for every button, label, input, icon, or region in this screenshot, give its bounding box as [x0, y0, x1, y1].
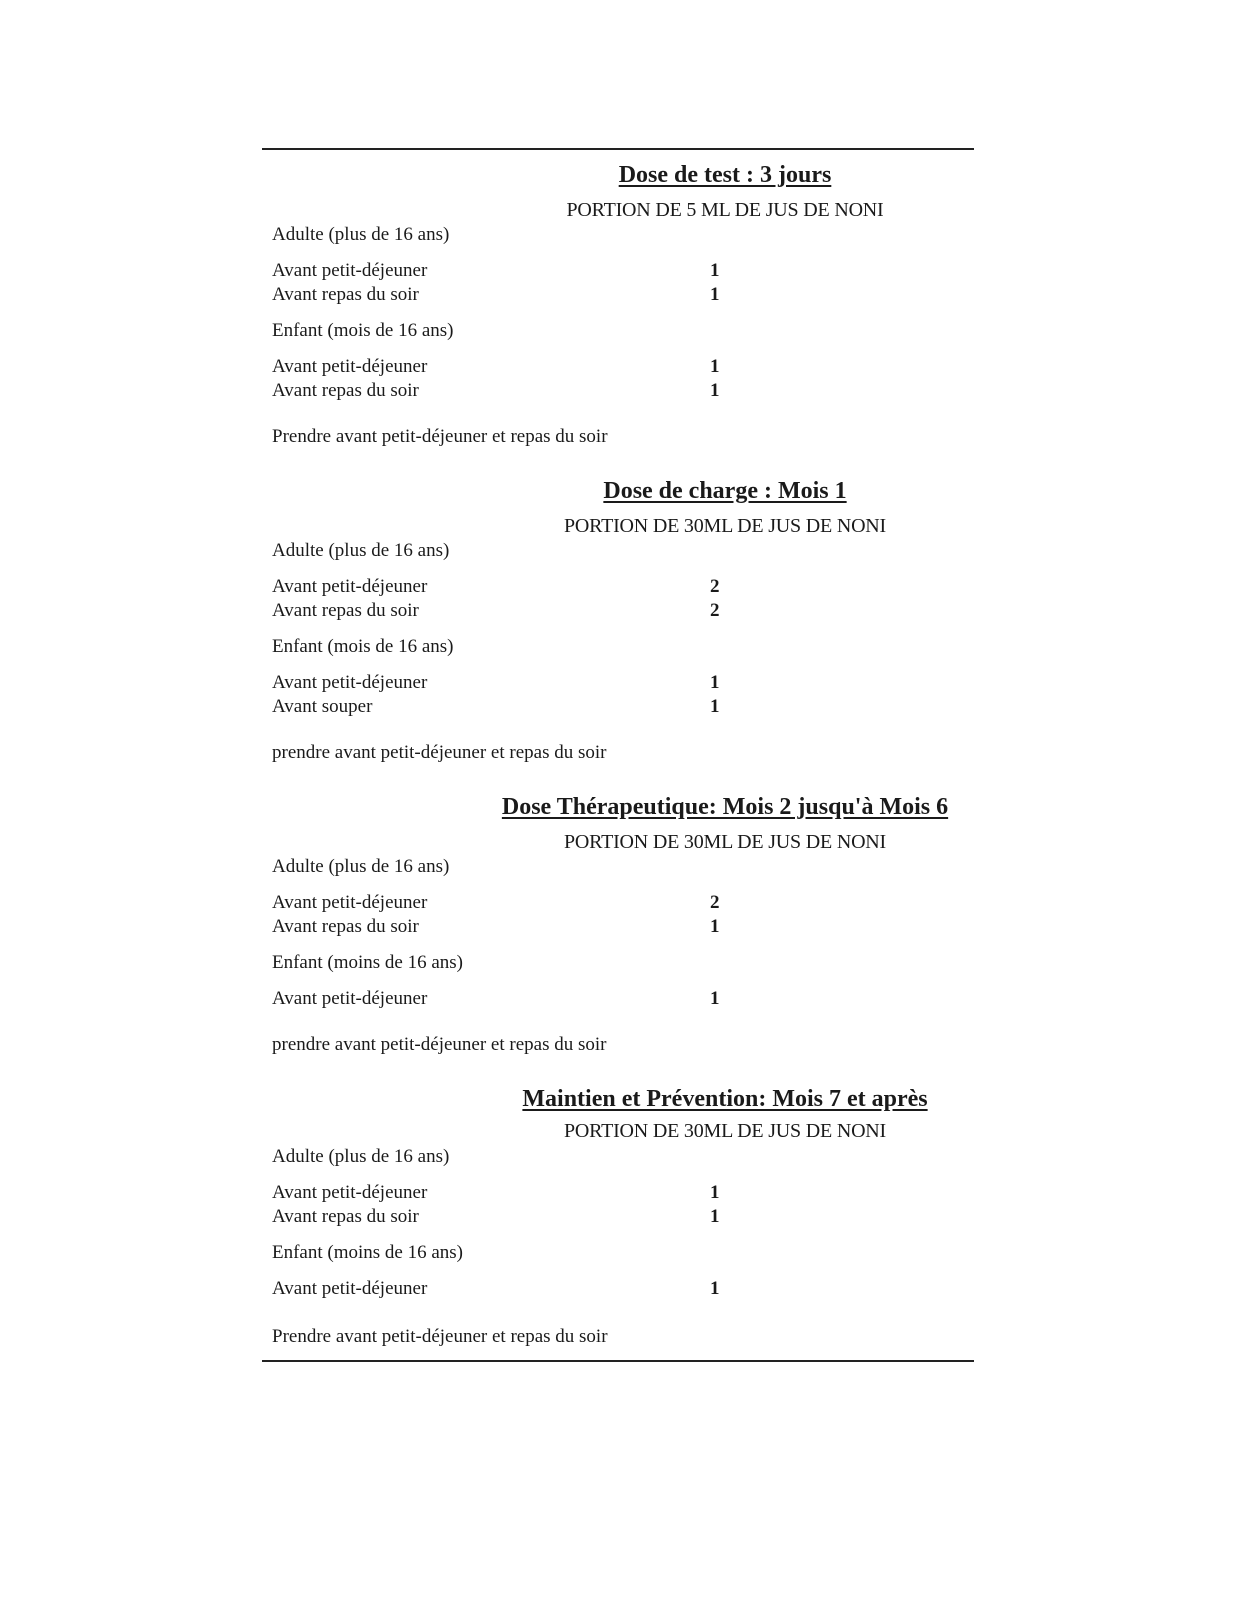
child-header: Enfant (moins de 16 ans) — [272, 1242, 464, 1263]
top-rule — [262, 148, 974, 150]
row-value: 1 — [710, 1206, 720, 1227]
child-header: Enfant (moins de 16 ans) — [272, 952, 464, 973]
row-value: 1 — [710, 672, 720, 693]
section-title: Dose de charge : Mois 1 — [603, 478, 847, 504]
section-note: prendre avant petit-déjeuner et repas du soir — [272, 742, 607, 763]
row-value: 1 — [710, 916, 720, 937]
adult-header: Adulte (plus de 16 ans) — [272, 856, 450, 877]
row-value: 1 — [710, 1278, 720, 1299]
row-value: 1 — [710, 988, 720, 1009]
section-title: Dose Thérapeutique: Mois 2 jusqu'à Mois 6 — [501, 794, 949, 820]
row-value: 2 — [710, 892, 720, 913]
row-label: Avant petit-déjeuner — [272, 892, 428, 913]
row-label: Avant petit-déjeuner — [272, 260, 428, 281]
section-note: Prendre avant petit-déjeuner et repas du soir — [272, 1326, 608, 1347]
row-label: Avant repas du soir — [272, 916, 419, 937]
row-value: 2 — [710, 576, 720, 597]
row-value: 1 — [710, 1182, 720, 1203]
row-value: 1 — [710, 260, 720, 281]
row-label: Avant petit-déjeuner — [272, 576, 428, 597]
row-value: 1 — [710, 284, 720, 305]
row-label: Avant repas du soir — [272, 380, 419, 401]
row-label: Avant repas du soir — [272, 284, 419, 305]
row-value: 1 — [710, 696, 720, 717]
portion-label: PORTION DE 30ML DE JUS DE NONI — [563, 1120, 887, 1142]
portion-label: PORTION DE 5 ML DE JUS DE NONI — [566, 199, 884, 221]
adult-header: Adulte (plus de 16 ans) — [272, 1146, 450, 1167]
row-label: Avant petit-déjeuner — [272, 1182, 428, 1203]
row-label: Avant repas du soir — [272, 600, 419, 621]
section-title: Maintien et Prévention: Mois 7 et après — [522, 1086, 928, 1112]
adult-header: Adulte (plus de 16 ans) — [272, 540, 450, 561]
child-header: Enfant (mois de 16 ans) — [272, 636, 454, 657]
row-value: 2 — [710, 600, 720, 621]
adult-header: Adulte (plus de 16 ans) — [272, 224, 450, 245]
bottom-rule — [262, 1360, 974, 1362]
row-label: Avant petit-déjeuner — [272, 356, 428, 377]
section-title: Dose de test : 3 jours — [618, 162, 832, 188]
row-label: Avant repas du soir — [272, 1206, 419, 1227]
child-header: Enfant (mois de 16 ans) — [272, 320, 454, 341]
row-value: 1 — [710, 356, 720, 377]
portion-label: PORTION DE 30ML DE JUS DE NONI — [563, 515, 887, 537]
portion-label: PORTION DE 30ML DE JUS DE NONI — [563, 831, 887, 853]
row-label: Avant petit-déjeuner — [272, 672, 428, 693]
section-note: Prendre avant petit-déjeuner et repas du soir — [272, 426, 608, 447]
row-label: Avant petit-déjeuner — [272, 1278, 428, 1299]
section-note: prendre avant petit-déjeuner et repas du soir — [272, 1034, 607, 1055]
row-label: Avant souper — [272, 696, 373, 717]
row-label: Avant petit-déjeuner — [272, 988, 428, 1009]
row-value: 1 — [710, 380, 720, 401]
